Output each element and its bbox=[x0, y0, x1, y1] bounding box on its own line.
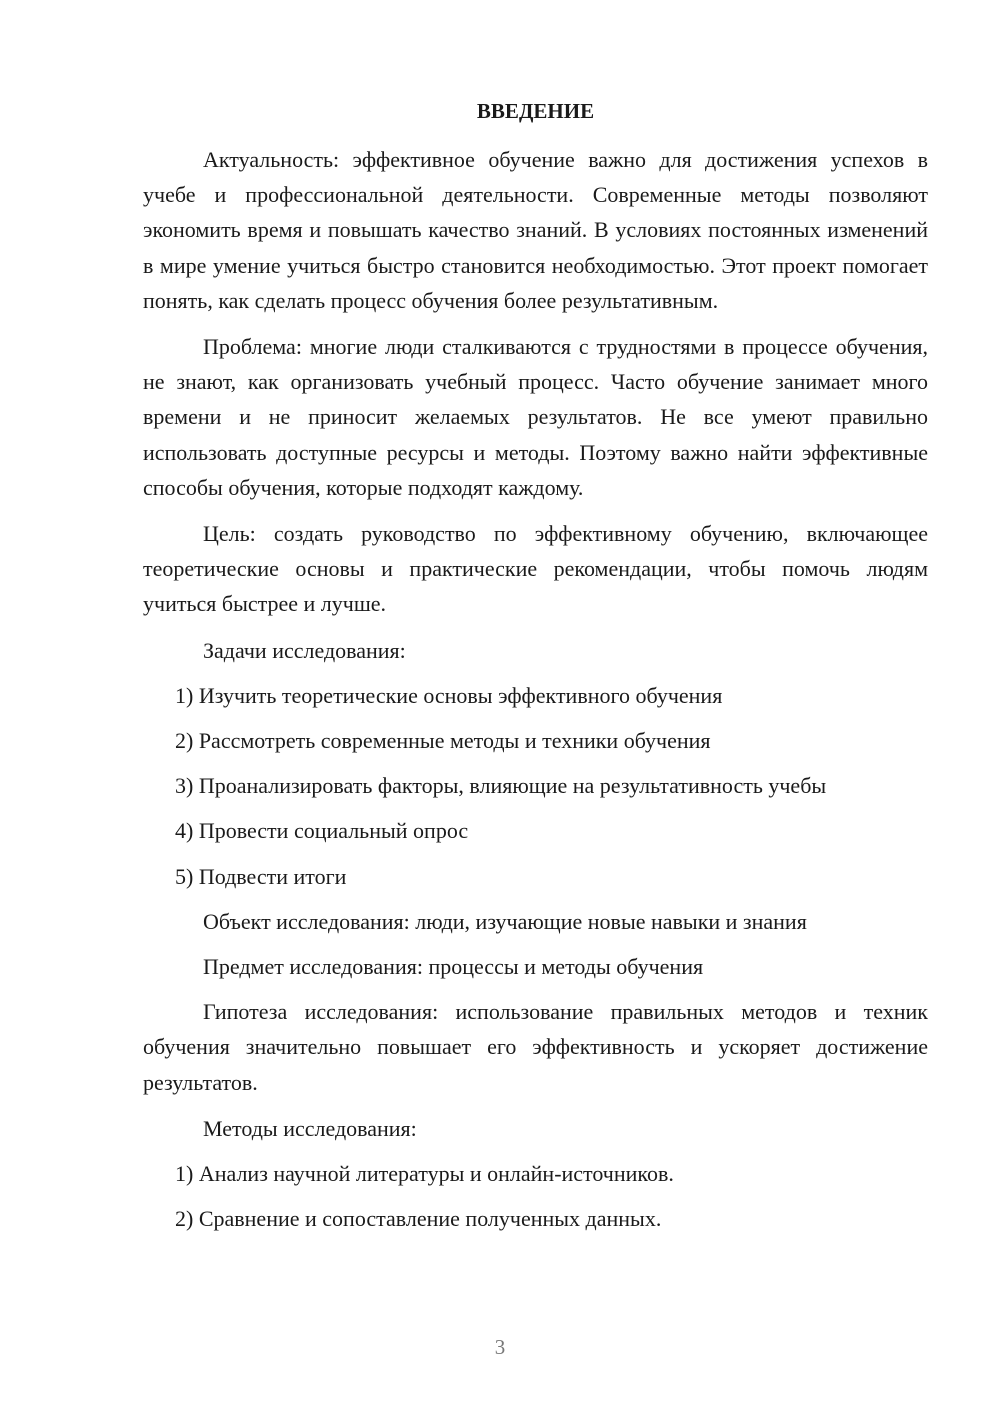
method-item: 1) Анализ научной литературы и онлайн-источников. bbox=[175, 1161, 674, 1187]
relevance-paragraph: Актуальность: эффективное обучение важно для достижения успехов в учебе и профессиональной деятельности. Современные методы позволяют экономить время и повышать качество знаний. В условиях постоянных изменений в мире умение учиться быстро становится необходимостью. Этот проект помогает понять, как сделать процесс обучения более результативным. bbox=[143, 147, 928, 313]
task-item: 1) Изучить теоретические основы эффективного обучения bbox=[175, 682, 723, 708]
subject-line: Предмет исследования: процессы и методы обучения bbox=[203, 954, 704, 980]
task-item: 2) Рассмотреть современные методы и техники обучения bbox=[175, 728, 711, 754]
hypothesis-paragraph: Гипотеза исследования: использование правильных методов и техник обучения значительно повышает его эффективность и ускоряет достижение результатов. bbox=[143, 999, 928, 1095]
tasks-heading: Задачи исследования: bbox=[203, 637, 406, 663]
tasks-list bbox=[143, 678, 928, 894]
task-item: 5) Подвести итоги bbox=[175, 863, 347, 889]
document-body bbox=[143, 94, 928, 1246]
page-number: 3 bbox=[494, 1335, 506, 1359]
task-item: 3) Проанализировать факторы, влияющие на результативность учебы bbox=[175, 773, 827, 799]
methods-list bbox=[143, 1156, 928, 1236]
task-item: 4) Провести социальный опрос bbox=[175, 818, 469, 844]
problem-paragraph: Проблема: многие люди сталкиваются с трудностями в процессе обучения, не знают, как организовать учебный процесс. Часто обучение занимает много времени и не приносит желаемых результатов. Не все умеют правильно использовать доступные ресурсы и методы. Поэтому важно найти эффективные способы обучения, которые подходят каждому. bbox=[143, 334, 928, 500]
method-item: 2) Сравнение и сопоставление полученных данных. bbox=[175, 1206, 662, 1232]
section-title: ВВЕДЕНИЕ bbox=[476, 99, 595, 123]
object-line: Объект исследования: люди, изучающие новые навыки и знания bbox=[203, 908, 807, 934]
goal-paragraph: Цель: создать руководство по эффективному обучению, включающее теоретические основы и практические рекомендации, чтобы помочь людям учиться быстрее и лучше. bbox=[143, 521, 928, 617]
methods-heading: Методы исследования: bbox=[203, 1115, 417, 1141]
